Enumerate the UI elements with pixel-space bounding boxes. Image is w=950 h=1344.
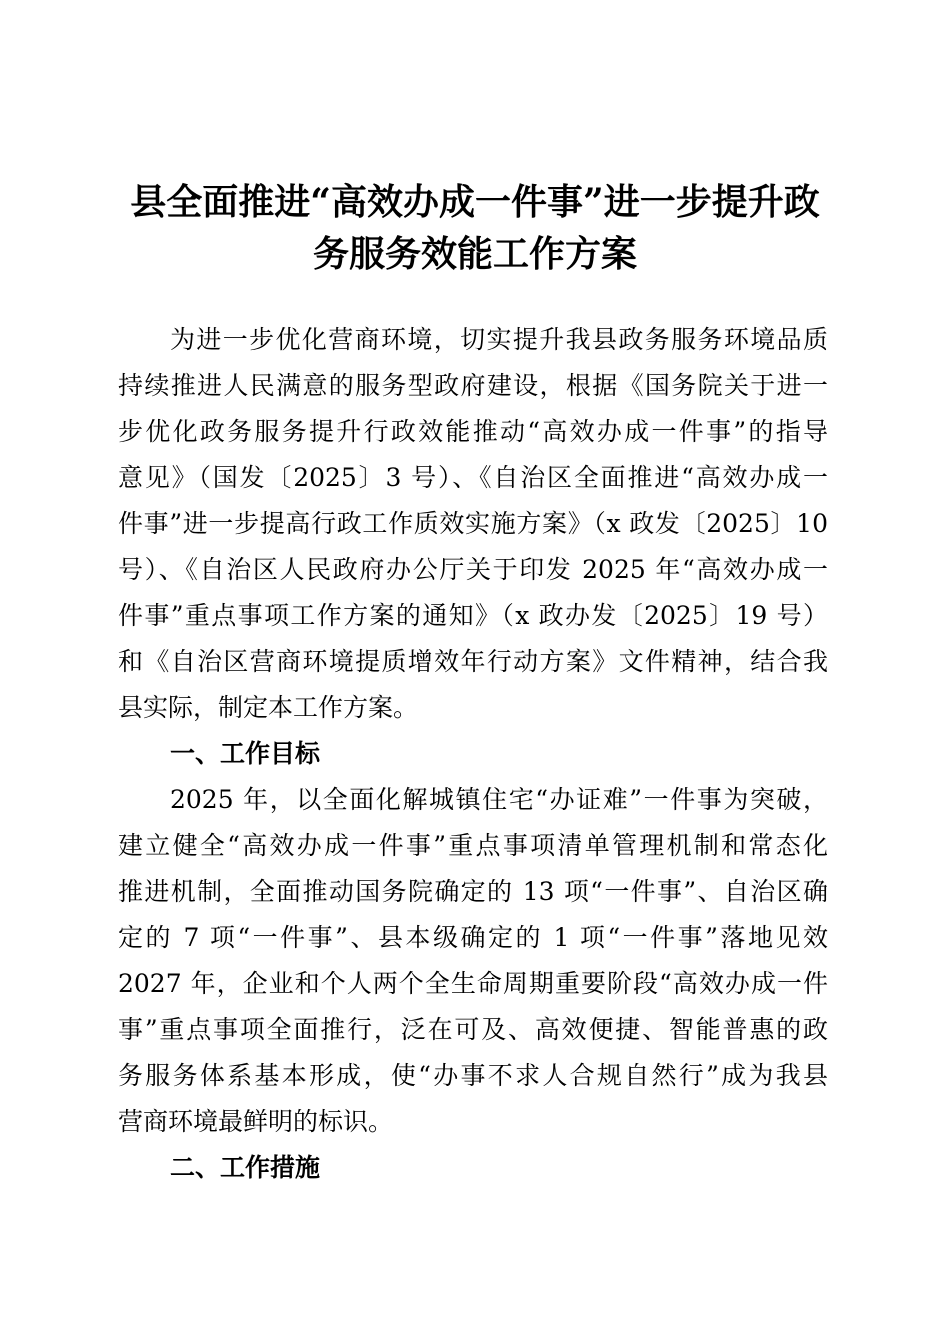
intro-line-9: 县实际，制定本工作方案。 [118, 693, 419, 722]
goals-line-4: 定的 7 项“一件事”、县本级确定的 1 项“一件事”落地见效 [118, 923, 828, 952]
goals-line-1: 2025 年，以全面化解城镇住宅“办证难”一件事为突破， [170, 785, 828, 814]
intro-line-2: 持续推进人民满意的服务型政府建设，根据《国务院关于进一 [118, 371, 828, 400]
goals-line-7: 务服务体系基本形成，使“办事不求人合规自然行”成为我县 [118, 1061, 828, 1090]
intro-line-1: 为进一步优化营商环境，切实提升我县政务服务环境品质 [170, 325, 828, 354]
section-heading-goals: 一、工作目标 [170, 739, 321, 768]
intro-line-4: 意见》（国发〔2025〕3 号）、《自治区全面推进“高效办成一 [118, 463, 828, 492]
title-line-1: 县全面推进“高效办成一件事”进一步提升政 [130, 181, 820, 223]
document-title [90, 176, 860, 280]
goals-line-2: 建立健全“高效办成一件事”重点事项清单管理机制和常态化 [118, 831, 828, 860]
goals-line-5: 2027 年，企业和个人两个全生命周期重要阶段“高效办成一件 [118, 969, 828, 998]
goals-line-6: 事”重点事项全面推行，泛在可及、高效便捷、智能普惠的政 [118, 1015, 828, 1044]
section-heading-measures: 二、工作措施 [170, 1153, 321, 1182]
title-line-2: 务服务效能工作方案 [312, 233, 637, 275]
intro-line-3: 步优化政务服务提升行政效能推动“高效办成一件事”的指导 [118, 417, 828, 446]
intro-line-5: 件事”进一步提高行政工作质效实施方案》（x 政发〔2025〕10 [118, 509, 828, 538]
goals-line-8: 营商环境最鲜明的标识。 [118, 1107, 394, 1136]
intro-line-8: 和《自治区营商环境提质增效年行动方案》文件精神，结合我 [118, 647, 828, 676]
intro-line-7: 件事”重点事项工作方案的通知》（x 政办发〔2025〕19 号） [118, 601, 828, 630]
goals-line-3: 推进机制，全面推动国务院确定的 13 项“一件事”、自治区确 [118, 877, 828, 906]
intro-line-6: 号）、《自治区人民政府办公厅关于印发 2025 年“高效办成一 [118, 555, 828, 584]
